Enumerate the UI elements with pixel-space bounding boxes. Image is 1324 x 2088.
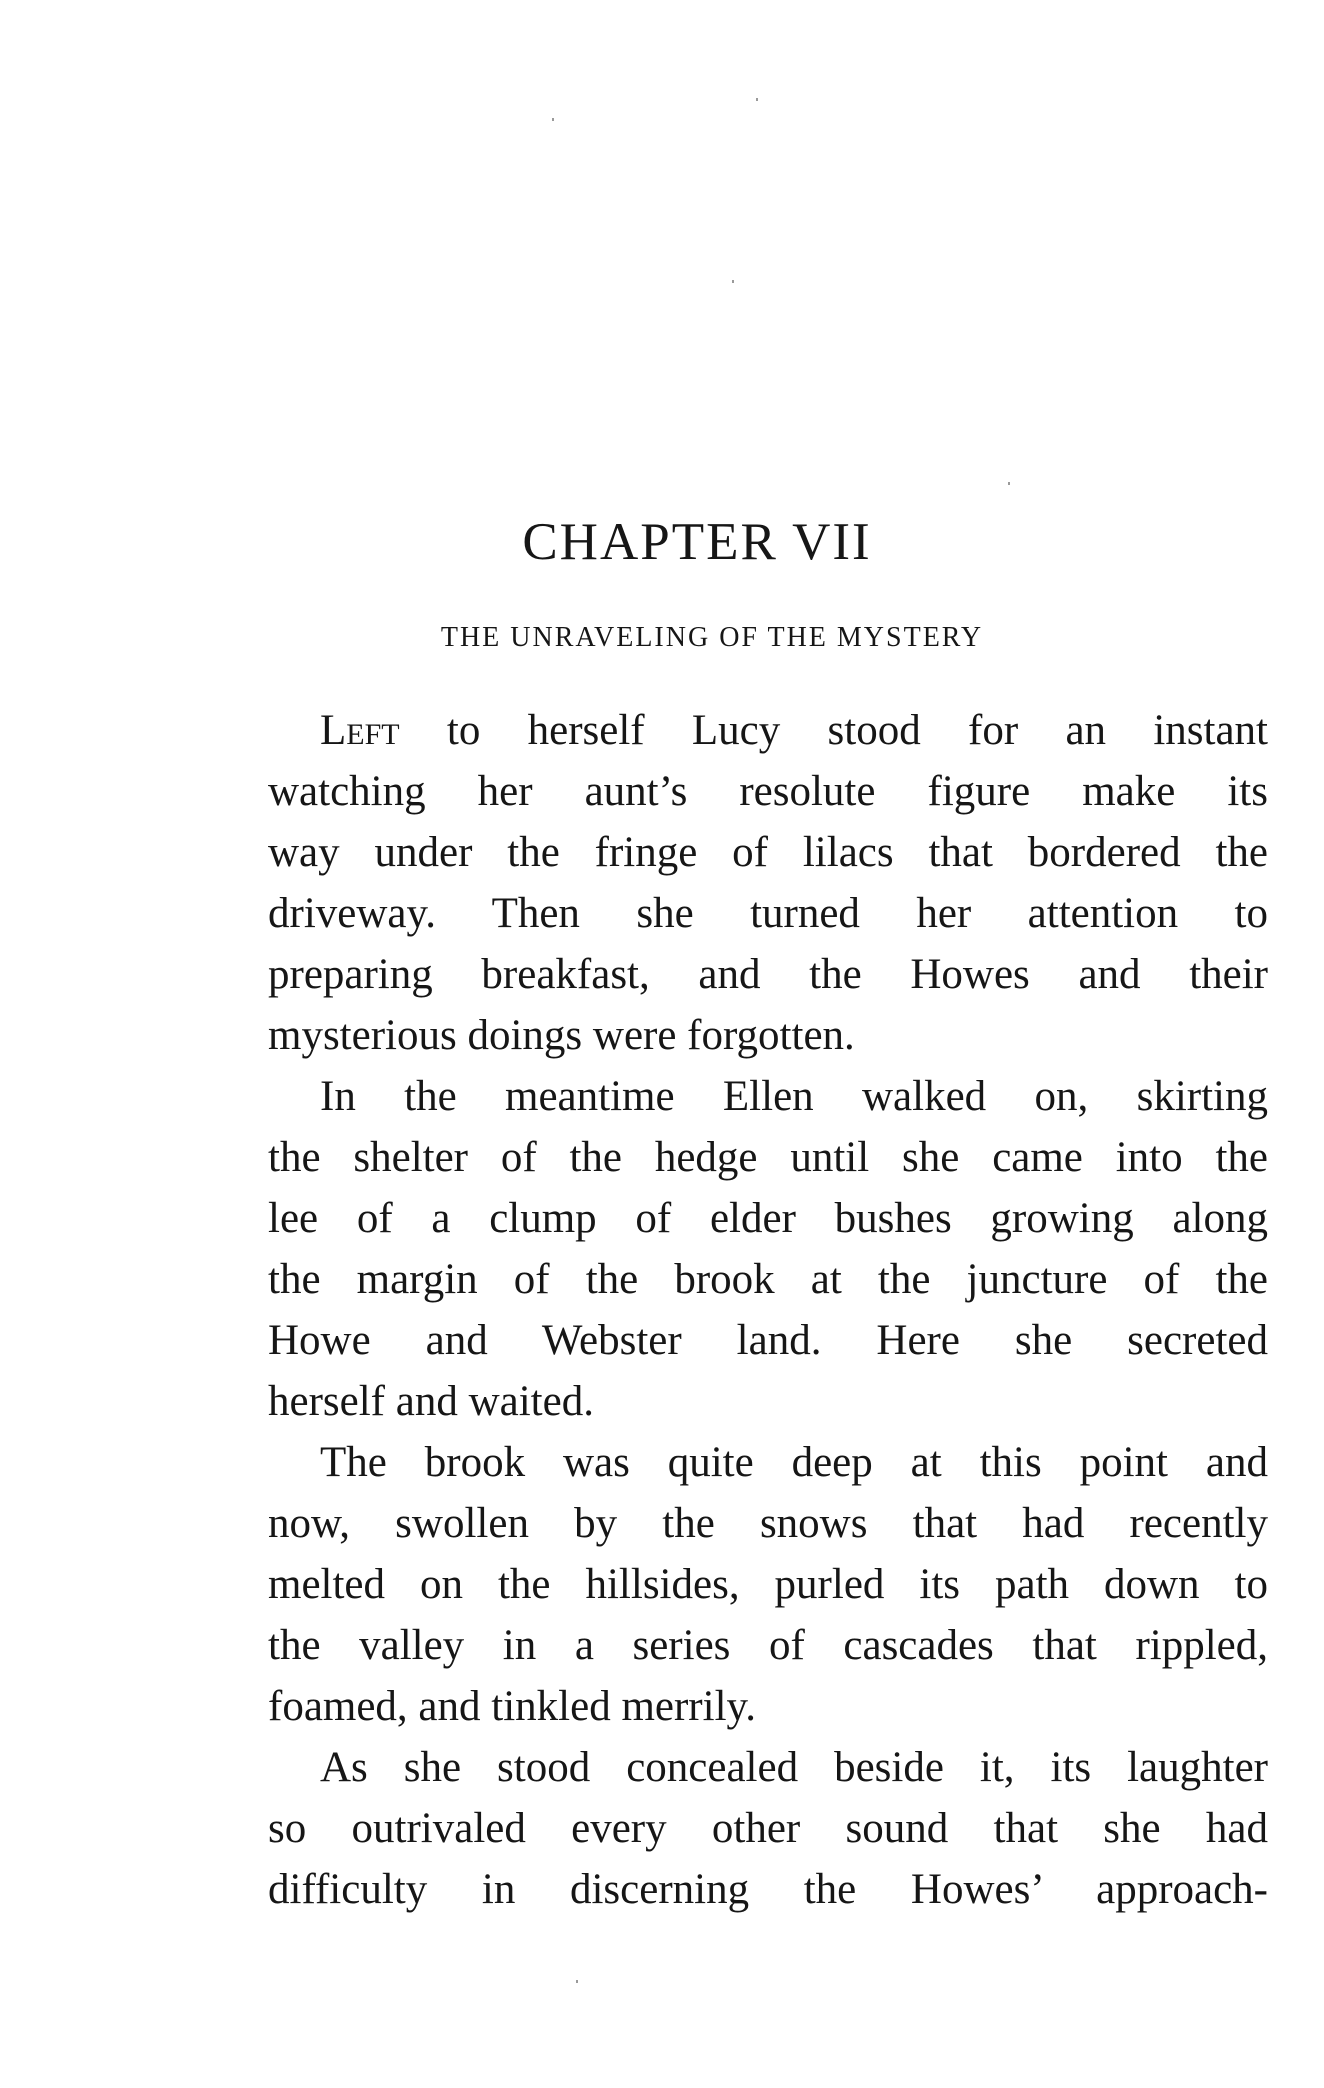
chapter-subtitle: THE UNRAVELING OF THE MYSTERY <box>440 622 984 653</box>
text-line: so outrivaled every other sound that she had <box>268 1805 1268 1852</box>
paper-speck <box>732 280 734 283</box>
text-line: watching her aunt’s resolute figure make its <box>268 768 1268 815</box>
paragraph <box>268 1737 1268 1920</box>
text-line: lee of a clump of elder bushes growing along <box>268 1195 1268 1242</box>
paper-speck <box>552 118 554 121</box>
text-line: way under the fringe of lilacs that bordered the <box>268 829 1268 876</box>
text-line: now, swollen by the snows that had recently <box>268 1500 1268 1547</box>
text-line: herself and waited. <box>268 1378 594 1425</box>
text-line: mysterious doings were forgotten. <box>268 1012 855 1059</box>
text-line: foamed, and tinkled merrily. <box>268 1683 756 1730</box>
chapter-title: CHAPTER VII <box>522 513 872 571</box>
text-line: The brook was quite deep at this point and <box>320 1439 1268 1486</box>
text-line: Left to herself Lucy stood for an instant <box>320 707 1268 754</box>
text-line: the valley in a series of cascades that rippled, <box>268 1622 1268 1669</box>
text-line: the margin of the brook at the juncture of the <box>268 1256 1268 1303</box>
text-line: difficulty in discerning the Howes’ approach- <box>268 1866 1268 1913</box>
paragraph <box>268 1066 1268 1432</box>
text-line: In the meantime Ellen walked on, skirting <box>320 1073 1268 1120</box>
text-line: the shelter of the hedge until she came into the <box>268 1134 1268 1181</box>
paper-speck <box>756 98 758 101</box>
paragraph <box>268 1432 1268 1737</box>
paragraph <box>268 700 1268 1066</box>
opening-word: Left <box>320 707 400 754</box>
text-line: Howe and Webster land. Here she secreted <box>268 1317 1268 1364</box>
text-line: preparing breakfast, and the Howes and their <box>268 951 1268 998</box>
chapter-body <box>268 700 1268 1920</box>
text-line: melted on the hillsides, purled its path down to <box>268 1561 1268 1608</box>
text-line: As she stood concealed beside it, its laughter <box>320 1744 1268 1791</box>
paper-speck <box>576 1980 578 1983</box>
text-line: driveway. Then she turned her attention to <box>268 890 1268 937</box>
paper-speck <box>1008 482 1010 485</box>
